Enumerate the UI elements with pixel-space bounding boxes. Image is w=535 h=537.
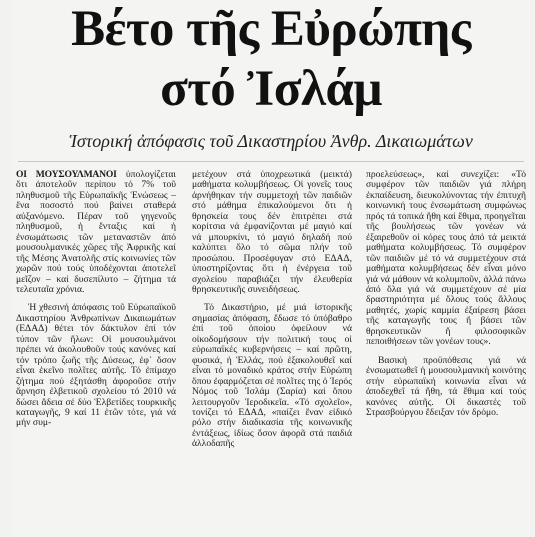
paragraph: Βασική προϋπόθεσις γιά νά ἐνσωματωθεῖ ἡ μουσουλμανική κοινότης στήν εὐρωπαϊκή κοινωνία εἶναι νά ἀποδεχθεῖ τά ἤθη, τά ἔθιμα καί τούς κανόνες αὐτῆς. Οἱ δικαστές τοῦ Στρασβούργου ἔδειξαν τόν δρόμο.	[366, 354, 526, 418]
paragraph: Ἡ χθεσινή ἀπόφασις τοῦ Εὐρωπαϊκοῦ Δικαστηρίου Ἀνθρωπίνων Δικαιωμάτων (ΕΔΑΔ) θέτει τόν δάκτυλον ἐπί τόν τύπον τῶν ἥλων: Οἱ μουσουλμάνοι πρέπει νά ἀκολουθοῦν τούς κανόνες καί τόν τρόπο ζωῆς τῆς Δύσεως, ἐφ᾽ ὅσον εἶναι ἐκεῖνο πολῖτες αὐτῆς. Τό ἐπίμαχο ζήτημα πού ἐξητάσθη ἀφοροῦσε στήν ἄρνηση ἐλβετικοῦ σχολείου τό 2010 νά δώσει ἄδεια σέ δύο Ἑλβετίδες τουρκικῆς καταγωγῆς, 9 καί 11 ἐτῶν τότε, γιά νά μήν συμ-	[16, 302, 176, 429]
paragraph: μετέχουν στά ὑποχρεωτικά (μεικτά) μαθήματα κολυμβήσεως. Οἱ γονεῖς τους ἀρνήθηκαν τήν συμμετοχή τῶν παιδιῶν στό μάθημα ἐπικαλούμενοι ὅτι ἡ θρησκεία τους δέν ἐπιτρέπει στά κορίτσια νά ἐμφανίζονται μέ μαγιό καί νά μπουρκίνι, τό μαγιό δηλαδή πού καλύπτει ὅλο τό σῶμα πλήν τοῦ προσώπου. Προσέφυγαν στό ΕΔΑΔ, ὑποστηρίζοντας ὅτι ἡ ἐνέργεια τοῦ σχολείου παραβιάζει τήν ἐλευθερία θρησκευτικῆς συνειδήσεως.	[192, 170, 352, 295]
paragraph: Τό Δικαστήριο, μέ μιά ἱστορικῆς σημασίας ἀπόφαση, ἔδωσε τό ὑπόβαθρο ἐπί τοῦ ὁποίου ὀφείλουν νά οἰκοδομήσουν τήν πολιτική τους οἱ εὐρωπαϊκές κυβερνήσεις – καί πρῶτη, φυσικά, ἡ Ἑλλάς, πού ἐξακολουθεῖ καί εἶναι τό μοναδικό κράτος στήν Εὐρώπη ὅπου ἐφαρμόζεται σέ πολῖτες της ὁ Ἱερός Νόμος τοῦ Ἰσλάμ (Σαρία) καί ὅπου λειτουργοῦν Ἱεροδικεῖα. «Τό σχολεῖο», τονίζει τό ΕΔΑΔ, «παίζει ἕναν εἰδικό ρόλο στήν διαδικασία τῆς κοινωνικῆς ἐντάξεως, ἰδίως ὅσον ἀφορᾶ στά παιδιά ἀλλοδαπῆς	[192, 302, 352, 450]
column-2	[192, 170, 352, 530]
newspaper-page	[12, 0, 530, 537]
column-1	[16, 170, 176, 530]
article-subtitle: Ἱστορική ἀπόφασις τοῦ Δικαστηρίου Ἀνθρ. Δικαιωμάτων	[69, 131, 473, 151]
headline-line-1: Βέτο τῆς Εὐρώπης	[71, 1, 471, 57]
paragraph-text: ὑπολογίζεται ὅτι ἀποτελοῦν περίπου τό 7% τοῦ πληθυσμοῦ τῆς Εὐρωπαϊκῆς Ἑνώσεως – ἕνα ποσοστό πού βαίνει σταθερά αὐξανόμενο. Πέραν τοῦ γηγενοῦς πληθυσμοῦ, ἡ ἔνταξις καί ἡ ἐνσωμάτωσις τῶν μεταναστῶν ἀπό μουσουλμανικές χῶρες τῆς Ἀφρικῆς καί τῆς Μέσης Ἀνατολῆς στίς κοινωνίες τῶν χωρῶν πού τούς ὑποδέχονται ἀποτελεῖ μεῖζον – καί δυσεπίλυτο – ζήτημα τά τελευταῖα χρόνια.	[16, 170, 176, 295]
lead-in: ΟΙ ΜΟΥΣΟΥΛΜΑΝΟΙ	[16, 170, 117, 180]
paragraph	[16, 170, 176, 295]
divider	[18, 161, 524, 162]
column-3	[366, 170, 526, 530]
article-body	[16, 170, 526, 530]
paragraph: προελεύσεως», καί συνεχίζει: «Τό συμφέρον τῶν παιδιῶν γιά πλήρη ἐκπαίδευση, διευκολύνοντας τήν ἐπιτυχῆ κοινωνική τους ἐνσωμάτωση συμφώνως πρός τά τοπικά ἤθη καί ἔθιμα, προηγεῖται τῆς βουλήσεως τῶν γονέων νά ἐξαιρεθοῦν οἱ κόρες τους ἀπό τά μεικτά μαθήματα κολυμβήσεως. Τό συμφέρον τῶν παιδιῶν μέ τό νά συμμετέχουν στά μαθήματα κολυμβήσεως δέν εἶναι μόνο γιά νά μάθουν νά κολυμποῦν, ἀλλά πάνω ἀπό ὅλα γιά νά συμμετέχουν σέ μία δραστηριότητα μέ ὅλους τούς ἄλλους μαθητές, χωρίς καμμία ἐξαίρεση βάσει τῆς καταγωγῆς τους ἤ βάσει τῶν θρησκευτικῶν ἤ φιλοσοφικῶν πεποιθήσεων τῶν γονέων τους».	[366, 170, 526, 348]
headline-line-2: στό Ἰσλάμ	[160, 61, 382, 117]
